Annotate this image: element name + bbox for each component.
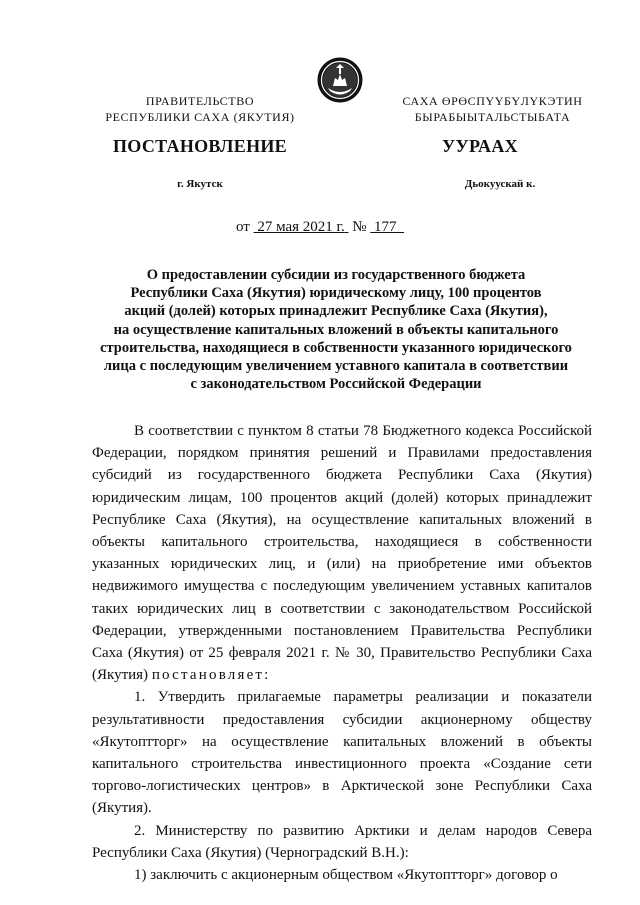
left-org-line1: ПРАВИТЕЛЬСТВО <box>145 94 255 108</box>
right-org-line1: САХА ӨРӨСПҮҮБҮЛҮКЭТИН <box>402 94 583 108</box>
item-2-paragraph: 2. Министерству по развитию Арктики и делам народов Севера Республики Саха (Якутия) (Черноградский В.Н.): <box>92 822 592 861</box>
number-sign: № <box>352 219 367 235</box>
document-type-ru: ПОСТАНОВЛЕНИЕ <box>113 136 287 156</box>
title-line: строительства, находящиеся в собственности указанного юридического <box>100 339 572 356</box>
right-org-line2: БЫРАБЫЫТАЛЬСТЫБАТА <box>414 110 571 124</box>
title-line: акций (долей) которых принадлежит Республике Саха (Якутия), <box>124 303 548 320</box>
document-date: 27 мая 2021 г. <box>257 219 345 235</box>
preamble-paragraph: В соответствии с пунктом 8 статьи 78 Бюджетного кодекса Российской Федерации, порядком принятия решений и Правилами предоставления субсидий из государственного бюджета Республики Саха (Якутия) юридическим лицам, 100 процентов акций (долей) которых принадлежит Республике Саха (Якутия), на осуществление капитальных вложений в объекты капитального строительства, находящиеся в собственности указанных юридических лиц, и (или) на приобретение ими объектов недвижимого имущества с последующим увеличением уставных капиталов таких юридических лиц в соответствии с законодательством Российской Федерации, утвержденными постановлением Правительства Республики Саха (Якутия) от 25 февраля 2021 г. № 30, Правительство Республики Саха (Якутия) постановляет: <box>92 423 592 684</box>
item-2-1-paragraph: 1) заключить с акционерным обществом «Якутоптторг» договор о <box>134 867 558 884</box>
document-number: 177 <box>374 219 397 235</box>
title-line: Республики Саха (Якутия) юридическому лицу, 100 процентов <box>130 285 542 302</box>
city-sakha: Дьокуускай к. <box>464 178 536 190</box>
document-date-line <box>0 219 640 236</box>
title-line: О предоставлении субсидии из государственного бюджета <box>146 267 526 283</box>
left-org-line2: РЕСПУБЛИКИ САХА (ЯКУТИЯ) <box>105 110 295 124</box>
title-line: лица с последующим увеличением уставного капитала в соответствии <box>103 358 569 375</box>
document-title <box>100 266 572 393</box>
city-ru: г. Якутск <box>177 178 223 190</box>
right-organization-name <box>375 93 610 125</box>
title-line: с законодательством Российской Федерации <box>190 376 482 393</box>
left-organization-name <box>100 93 300 125</box>
date-prefix: от <box>235 219 250 235</box>
title-line: на осуществление капитальных вложений в объекты капитального <box>113 321 559 338</box>
coat-of-arms-icon <box>316 56 364 104</box>
item-1-paragraph: 1. Утвердить прилагаемые параметры реализации и показатели результативности предоставления субсидии акционерному обществу «Якутоптторг» на осуществление капитальных вложений в объекты капитального строительства инвестиционного проекта «Создание сети торгово-логистических центров» в Арктической зоне Республики Саха (Якутия). <box>92 689 592 817</box>
document-type-sakha: УУРААХ <box>442 136 518 156</box>
document-body <box>92 420 592 886</box>
resolves-word: постановляет: <box>151 667 271 684</box>
